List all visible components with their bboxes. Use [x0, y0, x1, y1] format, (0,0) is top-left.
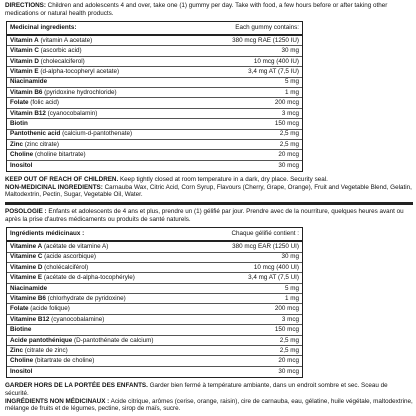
ingredient-amount: 150 mcg: [274, 326, 299, 334]
ingredient-name: [10, 316, 104, 324]
ingredient-row: [7, 140, 302, 150]
ingredient-label: Zinc: [10, 140, 23, 148]
ingredient-source: (cholécalciférol): [42, 263, 89, 271]
ingredient-name: [10, 47, 82, 55]
ingredient-row: [7, 273, 302, 283]
ingredient-label: Vitamine A: [10, 242, 43, 250]
table-header-left: Medicinal ingredients:: [10, 24, 77, 32]
ingredient-amount: 10 mcg (400 UI): [253, 263, 299, 271]
ingredient-name: [10, 68, 119, 76]
ingredient-row: [7, 336, 302, 346]
ingredient-label: Folate: [10, 99, 29, 107]
ingredient-row: [7, 150, 302, 160]
ingredient-name: [10, 37, 92, 45]
directions-label: DIRECTIONS:: [5, 2, 46, 9]
ingredient-name: [10, 295, 126, 303]
ingredient-amount: 30 mg: [281, 253, 299, 261]
table-header: [7, 22, 302, 36]
ingredient-source: (pyridoxine hydrochloride): [42, 88, 117, 96]
ingredient-name: [10, 305, 70, 313]
directions-label: POSOLOGIE :: [5, 208, 47, 216]
ingredient-source: (acétate de vitamine A): [42, 242, 109, 250]
ingredient-source: (cyanocobalamine): [49, 315, 105, 323]
ingredient-row: [7, 356, 302, 366]
warning-text: Keep tightly closed at room temperature in a dark, dry place. Security seal.: [118, 176, 328, 184]
ingredient-label: Niacinamide: [10, 284, 48, 292]
ingredient-label: Biotine: [10, 326, 32, 334]
section-divider: [5, 202, 413, 205]
ingredient-source: (vitamin A acetate): [38, 36, 93, 44]
table-header-right: Chaque gélifié contient :: [231, 230, 299, 238]
medicinal-ingredients-table-fr: [6, 227, 303, 378]
ingredient-name: [10, 253, 96, 261]
ingredient-amount: 380 mcg EAR (1250 UI): [232, 242, 299, 250]
ingredient-source: (folic acid): [28, 99, 59, 107]
ingredient-amount: 1 mg: [285, 294, 299, 302]
ingredient-row: [7, 109, 302, 119]
ingredient-amount: 200 mcg: [274, 305, 299, 313]
table-header-left: Ingrédients médicinaux :: [10, 230, 85, 238]
ingredient-row: [7, 119, 302, 129]
ingredient-name: [10, 243, 108, 251]
ingredient-amount: 3 mcg: [281, 315, 299, 323]
directions-fr: [5, 208, 413, 223]
ingredient-source: (zinc citrate): [22, 140, 59, 148]
ingredient-label: Vitamin B12: [10, 109, 46, 117]
ingredient-label: Inositol: [10, 162, 33, 170]
ingredient-row: [7, 315, 302, 325]
ingredient-row: [7, 242, 302, 252]
ingredient-amount: 2,5 mg: [279, 130, 299, 138]
ingredient-name: [10, 99, 59, 107]
non-medicinal-en: [5, 184, 413, 199]
ingredient-name: [10, 151, 86, 159]
ingredient-row: [7, 304, 302, 314]
ingredient-name: [10, 162, 32, 170]
ingredient-name: [10, 120, 28, 128]
ingredient-row: [7, 130, 302, 140]
ingredient-name: [10, 110, 97, 118]
ingredient-name: [10, 347, 68, 355]
ingredient-row: [7, 253, 302, 263]
ingredient-name: [10, 130, 132, 138]
ingredient-source: (chlorhydrate de pyridoxine): [45, 294, 126, 302]
ingredient-row: [7, 284, 302, 294]
ingredient-label: Vitamin B6: [10, 88, 43, 96]
ingredient-name: [10, 264, 88, 272]
ingredient-label: Vitamin A: [10, 36, 39, 44]
ingredient-source: (calcium-d-pantothenate): [60, 130, 133, 138]
ingredient-label: Pantothenic acid: [10, 130, 61, 138]
ingredient-amount: 2,5 mg: [279, 336, 299, 344]
non-medicinal-fr: [5, 398, 413, 413]
ingredient-source: (acétate de d-alpha-tocophéryle): [42, 274, 135, 282]
ingredient-label: Choline: [10, 357, 34, 365]
ingredient-name: [10, 89, 117, 97]
ingredient-amount: 3,4 mg AT (7,5 IU): [248, 68, 299, 76]
ingredient-label: Inositol: [10, 368, 33, 376]
ingredient-label: Niacinamide: [10, 78, 48, 86]
ingredient-amount: 30 mcg: [278, 162, 299, 170]
ingredient-label: Zinc: [10, 346, 23, 354]
ingredient-name: [10, 368, 32, 376]
ingredient-amount: 1 mg: [285, 88, 299, 96]
directions-text: Enfants et adolescents de 4 ans et plus, prendre un (1) gélifié par jour. Prendre avec de la nourriture, quelques heures avant ou après la prise d'autres médicaments ou produits de santé naturels.: [5, 208, 404, 223]
ingredient-source: (cholecalciferol): [38, 57, 85, 65]
ingredient-row: [7, 36, 302, 46]
ingredient-amount: 20 mcg: [278, 151, 299, 159]
ingredient-label: Vitamin E: [10, 68, 39, 76]
ingredient-source: (ascorbic acid): [38, 47, 82, 55]
ingredient-amount: 5 mg: [285, 284, 299, 292]
ingredient-name: [10, 78, 47, 86]
ingredient-source: (acide folique): [28, 305, 70, 313]
ingredient-name: [10, 274, 135, 282]
warning-label: GARDER HORS DE LA PORTÉE DES ENFANTS.: [5, 382, 148, 390]
ingredient-amount: 2,5 mg: [279, 346, 299, 354]
ingredient-label: Vitamine D: [10, 263, 43, 271]
ingredient-label: Vitamine E: [10, 274, 43, 282]
ingredient-name: [10, 58, 85, 66]
ingredient-row: [7, 88, 302, 98]
ingredient-amount: 5 mg: [285, 78, 299, 86]
ingredient-row: [7, 46, 302, 56]
ingredient-name: [10, 326, 31, 334]
non-medicinal-label: INGRÉDIENTS NON MÉDICINAUX :: [5, 397, 110, 405]
directions-en: [5, 2, 413, 17]
ingredient-source: (acide ascorbique): [42, 253, 96, 261]
ingredient-source: (bitartrate de choline): [33, 357, 95, 365]
ingredient-row: [7, 161, 302, 171]
ingredient-amount: 2,5 mg: [279, 140, 299, 148]
non-medicinal-label: NON-MEDICINAL INGREDIENTS:: [5, 183, 103, 191]
ingredient-label: Biotin: [10, 120, 28, 127]
ingredient-amount: 10 mcg (400 IU): [253, 57, 299, 65]
ingredient-amount: 200 mcg: [274, 99, 299, 107]
table-header-right: Each gummy contains:: [235, 24, 299, 32]
ingredient-row: [7, 98, 302, 108]
ingredient-amount: 20 mcg: [278, 357, 299, 365]
ingredient-row: [7, 78, 302, 88]
ingredient-source: (citrate de zinc): [22, 346, 68, 354]
ingredient-label: Vitamine B6: [10, 294, 46, 302]
ingredient-name: [10, 285, 47, 293]
ingredient-row: [7, 57, 302, 67]
ingredient-source: (cyanocobalamin): [45, 109, 98, 117]
warning-label: KEEP OUT OF REACH OF CHILDREN.: [5, 176, 119, 184]
ingredient-amount: 3 mcg: [281, 109, 299, 117]
ingredient-name: [10, 337, 153, 345]
label-page: [5, 2, 413, 413]
ingredient-amount: 30 mg: [281, 47, 299, 55]
ingredient-label: Acide pantothénique: [10, 336, 73, 344]
ingredient-row: [7, 67, 302, 77]
warning-fr: [5, 382, 413, 397]
ingredient-label: Vitamine B12: [10, 315, 50, 323]
non-medicinal-text: Acide citrique, arômes (cerise, orange, raisin), cire de carnauba, eau, gélatine, huile végétale, maltodextrine, mélange de fruits et de légumes, pectine, sirop de maïs, sucre.: [5, 397, 413, 413]
ingredient-label: Vitamin D: [10, 57, 39, 65]
ingredient-row: [7, 294, 302, 304]
ingredient-amount: 30 mcg: [278, 368, 299, 376]
ingredient-name: [10, 141, 59, 149]
non-medicinal-text: Carnauba Wax, Citric Acid, Corn Syrup, Flavours (Cherry, Grape, Orange), Fruit and Vegetable Blend, Gelatin, Maltodextrin, Pectin, Sugar, Vegetable Oil, Water.: [5, 183, 412, 199]
warning-en: [5, 176, 413, 184]
ingredient-label: Vitamin C: [10, 47, 39, 55]
ingredient-row: [7, 263, 302, 273]
directions-text: Children and adolescents 4 and over, take one (1) gummy per day. Take with food, a few hours before or after taking other medications or natural health products.: [5, 2, 388, 17]
ingredient-amount: 150 mcg: [274, 120, 299, 127]
ingredient-source: (D-pantothénate de calcium): [72, 336, 154, 344]
ingredient-amount: 380 mcg RAE (1250 IU): [232, 36, 299, 44]
table-header: [7, 228, 302, 242]
ingredient-label: Choline: [10, 151, 34, 159]
ingredient-row: [7, 325, 302, 335]
ingredient-label: Folate: [10, 305, 29, 313]
ingredient-name: [10, 357, 94, 365]
ingredient-row: [7, 367, 302, 377]
ingredient-source: (d-alpha-tocopheryl acetate): [38, 68, 120, 76]
ingredient-amount: 3,4 mg AT (7,5 UI): [248, 274, 299, 282]
medicinal-ingredients-table-en: [6, 21, 303, 172]
ingredient-row: [7, 346, 302, 356]
warning-text: Garder bien fermé à température ambiante, dans un endroit sombre et sec. Sceau de sécurité.: [5, 382, 388, 397]
ingredient-label: Vitamine C: [10, 253, 43, 261]
ingredient-source: (choline bitartrate): [33, 151, 86, 159]
